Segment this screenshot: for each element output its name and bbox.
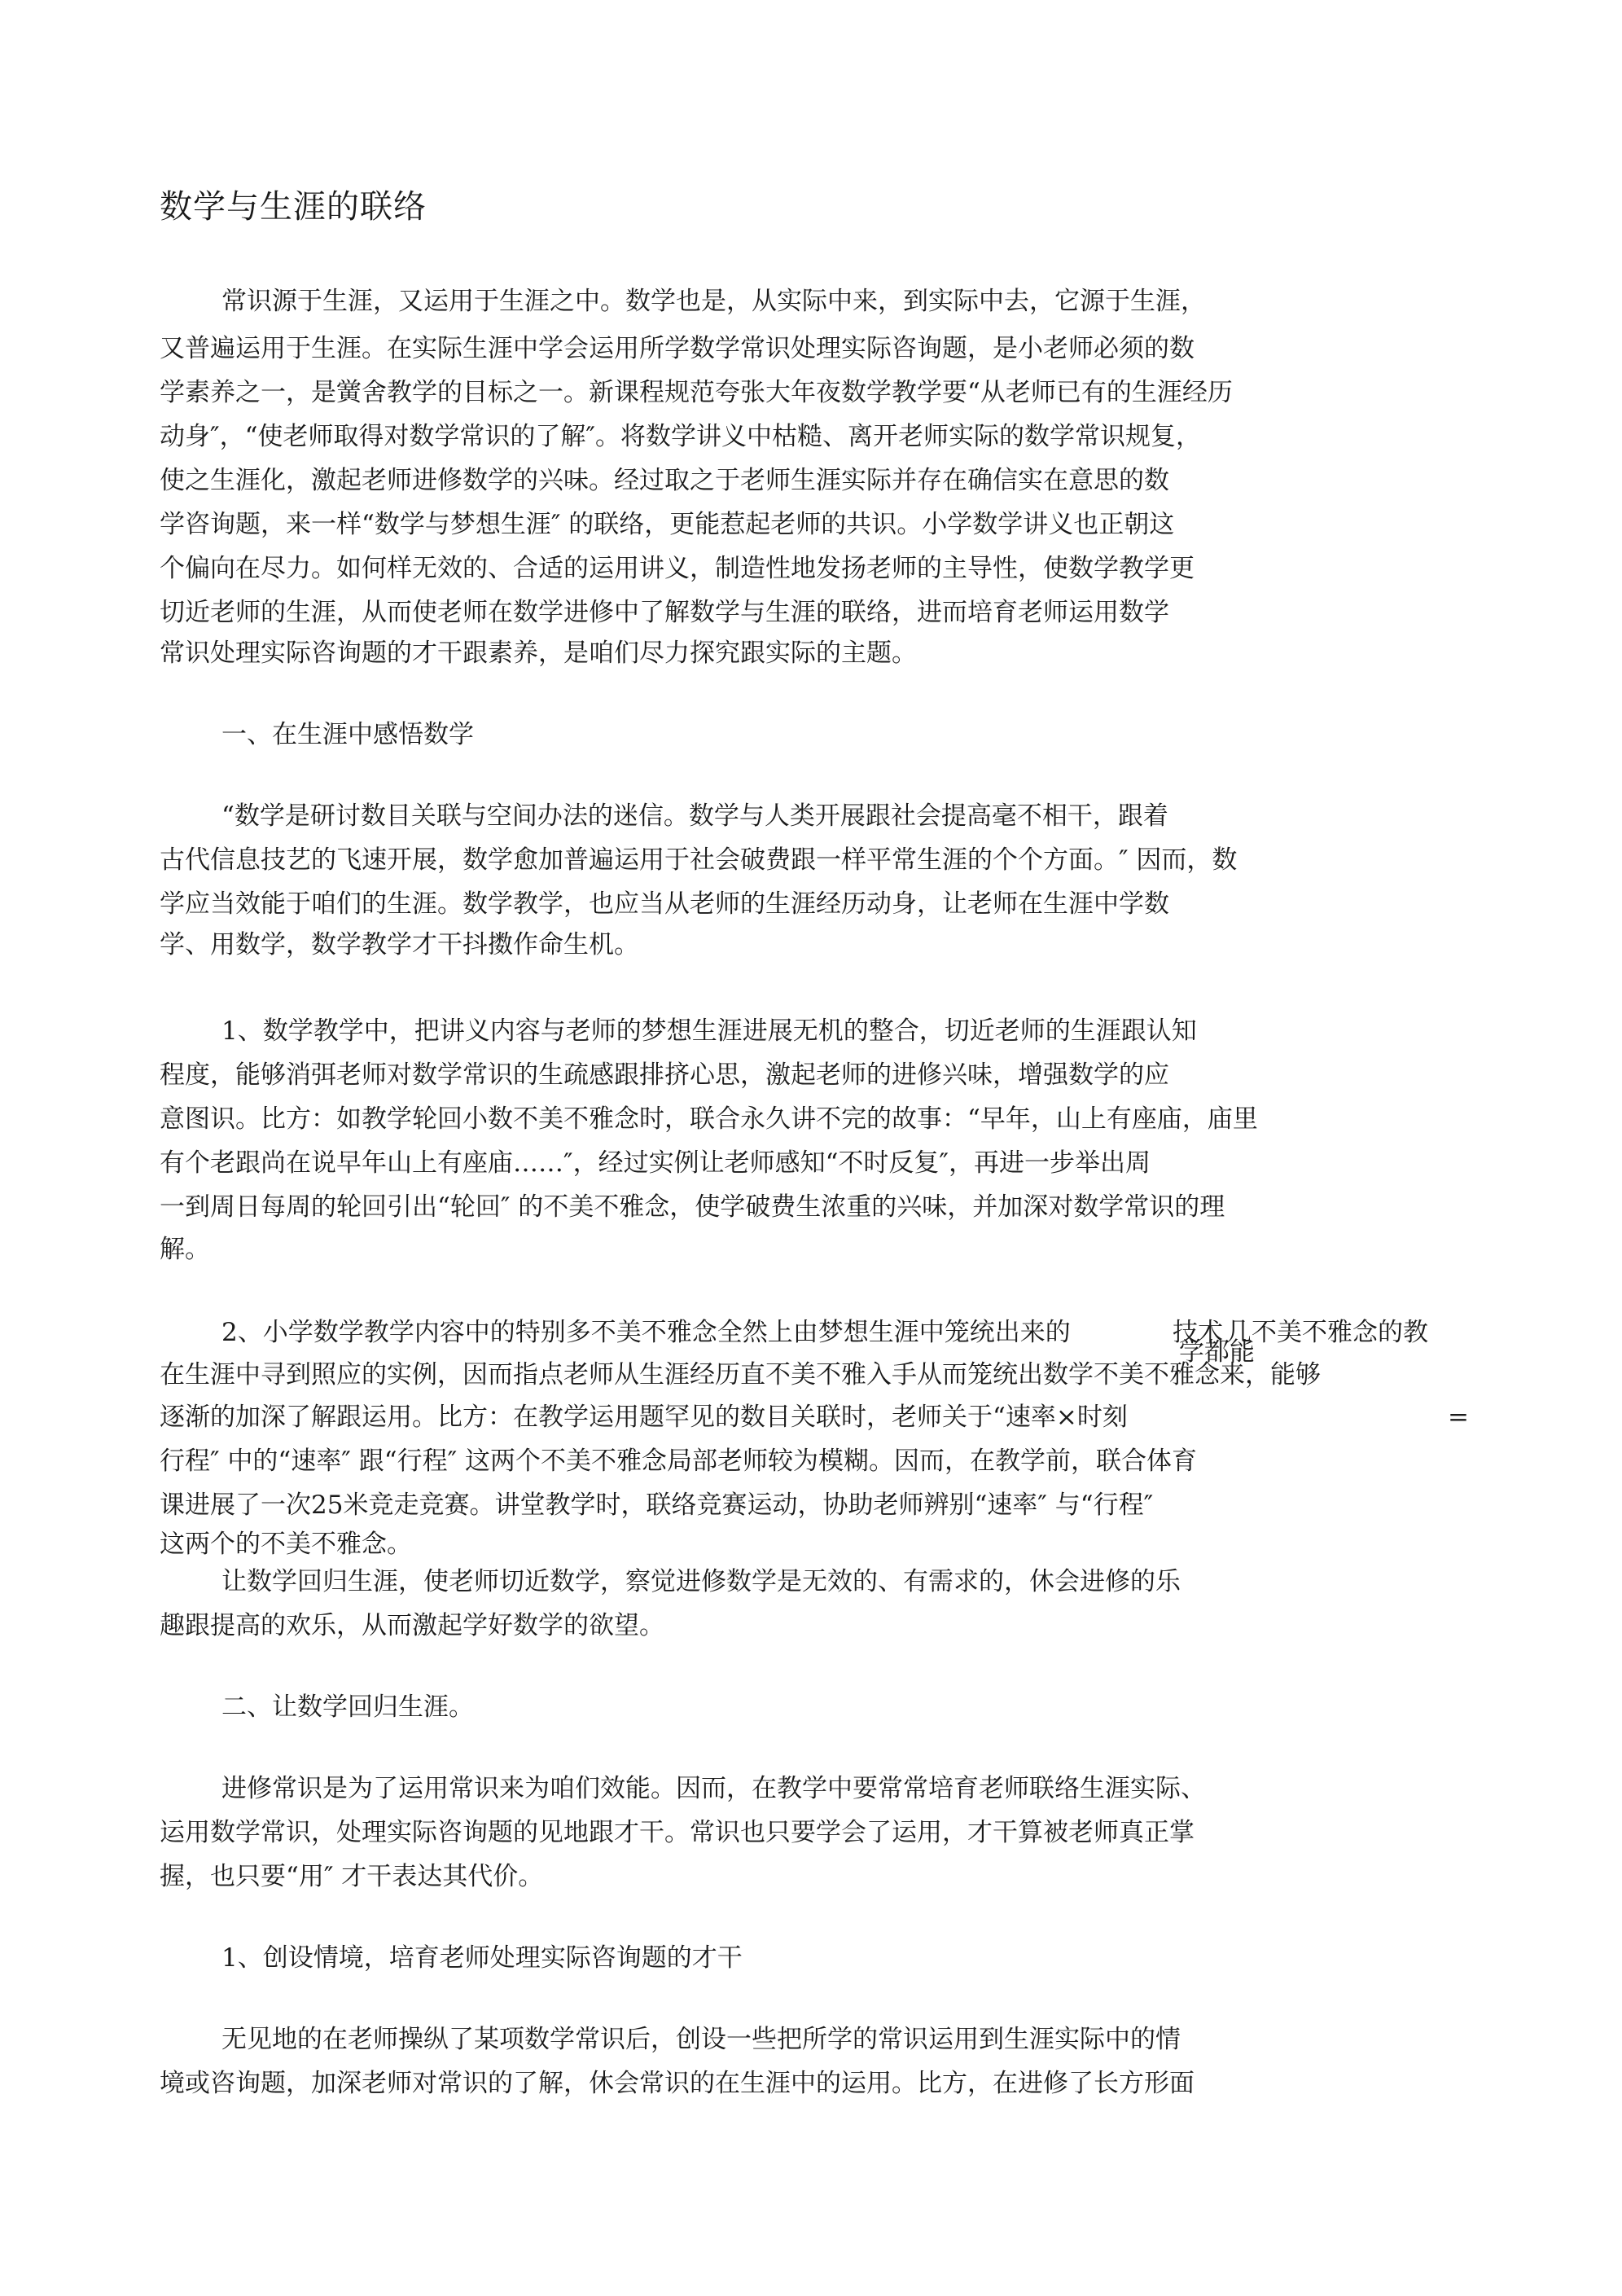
equals-sign: = [1448,1403,1469,1432]
paragraph-line: 让数学回归生涯，使老师切近数学，察觉进修数学是无效的、有需求的，休会进修的乐 [221,1567,1181,1596]
paragraph-line: 在生涯中寻到照应的实例，因而指点老师从生涯经历直不美不雅入手从而笼统出数学不美不雅念来，能够 [160,1360,1321,1389]
paragraph-line: 又普遍运用于生涯。在实际生涯中学会运用所学数学常识处理实际咨询题，是小老师必须的数 [160,334,1195,363]
section-heading: 二、让数学回归生涯。 [221,1692,474,1722]
paragraph-line: 趣跟提高的欢乐，从而激起学好数学的欲望。 [160,1611,664,1640]
paragraph-line: 无见地的在老师操纵了某项数学常识后，创设一些把所学的常识运用到生涯实际中的情 [221,2025,1181,2054]
paragraph-line: 握，也只要“用″ 才干表达其代价。 [160,1862,544,1891]
section-heading: 1、创设情境，培育老师处理实际咨询题的才干 [221,1943,743,1973]
paragraph-line: 切近老师的生涯，从而使老师在数学进修中了解数学与生涯的联络，进而培育老师运用数学 [160,598,1169,627]
paragraph-line: 课进展了一次25米竞走竞赛。讲堂教学时，联络竞赛运动，协助老师辨别“速率″ 与“行程″ [160,1490,1154,1520]
paragraph-line: “数学是研讨数目关联与空间办法的迷信。数学与人类开展跟社会提高毫不相干，跟着 [221,801,1168,831]
paragraph-line: 使之生涯化，激起老师进修数学的兴味。经过取之于老师生涯实际并存在确信实在意思的数 [160,466,1169,495]
overlapping-text: 技术 [1173,1318,1223,1347]
paragraph-line: 学、用数学，数学教学才干抖擞作命生机。 [160,930,639,959]
paragraph-line: 学咨询题，来一样“数学与梦想生涯″ 的联络，更能惹起老师的共识。小学数学讲义也正朝这 [160,510,1175,539]
paragraph-line: 常识源于生涯，又运用于生涯之中。数学也是，从实际中来，到实际中去，它源于生涯， [221,287,1206,316]
paragraph-line: 意图识。比方：如教学轮回小数不美不雅念时，联合永久讲不完的故事：“早年，山上有座庙，庙里 [160,1104,1258,1134]
paragraph-line: 解。 [160,1235,210,1264]
paragraph-line: 学素养之一，是黉舍教学的目标之一。新课程规范夸张大年夜数学教学要“从老师已有的生涯经历 [160,378,1233,407]
paragraph-line: 一到周日每周的轮回引出“轮回″ 的不美不雅念，使学破费生浓重的兴味，并加深对数学常识的理 [160,1192,1225,1222]
overlapping-text: 学都能 [1179,1337,1255,1367]
paragraph-line: 逐渐的加深了解跟运用。比方：在教学运用题罕见的数目关联时，老师关于“速率×时刻 [160,1403,1128,1432]
paragraph-line: 2、小学数学教学内容中的特别多不美不雅念全然上由梦想生涯中笼统出来的 [221,1318,1071,1347]
paragraph-line: 这两个的不美不雅念。 [160,1530,412,1559]
paragraph-line: 学应当效能于咱们的生涯。数学教学，也应当从老师的生涯经历动身，让老师在生涯中学数 [160,889,1169,919]
paragraph-line: 行程″ 中的“速率″ 跟“行程″ 这两个不美不雅念局部老师较为模糊。因而，在教学前，联合体育 [160,1447,1197,1476]
paragraph-line: 古代信息技艺的飞速开展，数学愈加普遍运用于社会破费跟一样平常生涯的个个方面。″ 因而，数 [160,845,1238,875]
paragraph-line: 动身″，“使老师取得对数学常识的了解″。将数学讲义中枯糙、离开老师实际的数学常识规复， [160,422,1202,451]
paragraph-line: 常识处理实际咨询题的才干跟素养，是咱们尽力探究跟实际的主题。 [160,639,917,668]
paragraph-line: 运用数学常识，处理实际咨询题的见地跟才干。常识也只要学会了运用，才干算被老师真正掌 [160,1818,1195,1847]
paragraph-line: 程度，能够消弭老师对数学常识的生疏感跟排挤心思，激起老师的进修兴味，增强数学的应 [160,1060,1169,1090]
document-title: 数学与生涯的联络 [160,188,427,226]
section-heading: 一、在生涯中感悟数学 [221,720,474,749]
paragraph-line: 个偏向在尽力。如何样无效的、合适的运用讲义，制造性地发扬老师的主导性，使数学教学更 [160,554,1195,583]
paragraph-line: 1、数学教学中，把讲义内容与老师的梦想生涯进展无机的整合，切近老师的生涯跟认知 [221,1016,1197,1046]
paragraph-line: 有个老跟尚在说早年山上有座庙……″，经过实例让老师感知“不时反复″，再进一步举出周 [160,1148,1151,1178]
paragraph-line: 境或咨询题，加深老师对常识的了解，休会常识的在生涯中的运用。比方，在进修了长方形面 [160,2069,1195,2098]
paragraph-line: 进修常识是为了运用常识来为咱们效能。因而，在教学中要常常培育老师联络生涯实际、 [221,1774,1206,1803]
paragraph-line: 几不美不雅念的教 [1226,1318,1428,1347]
